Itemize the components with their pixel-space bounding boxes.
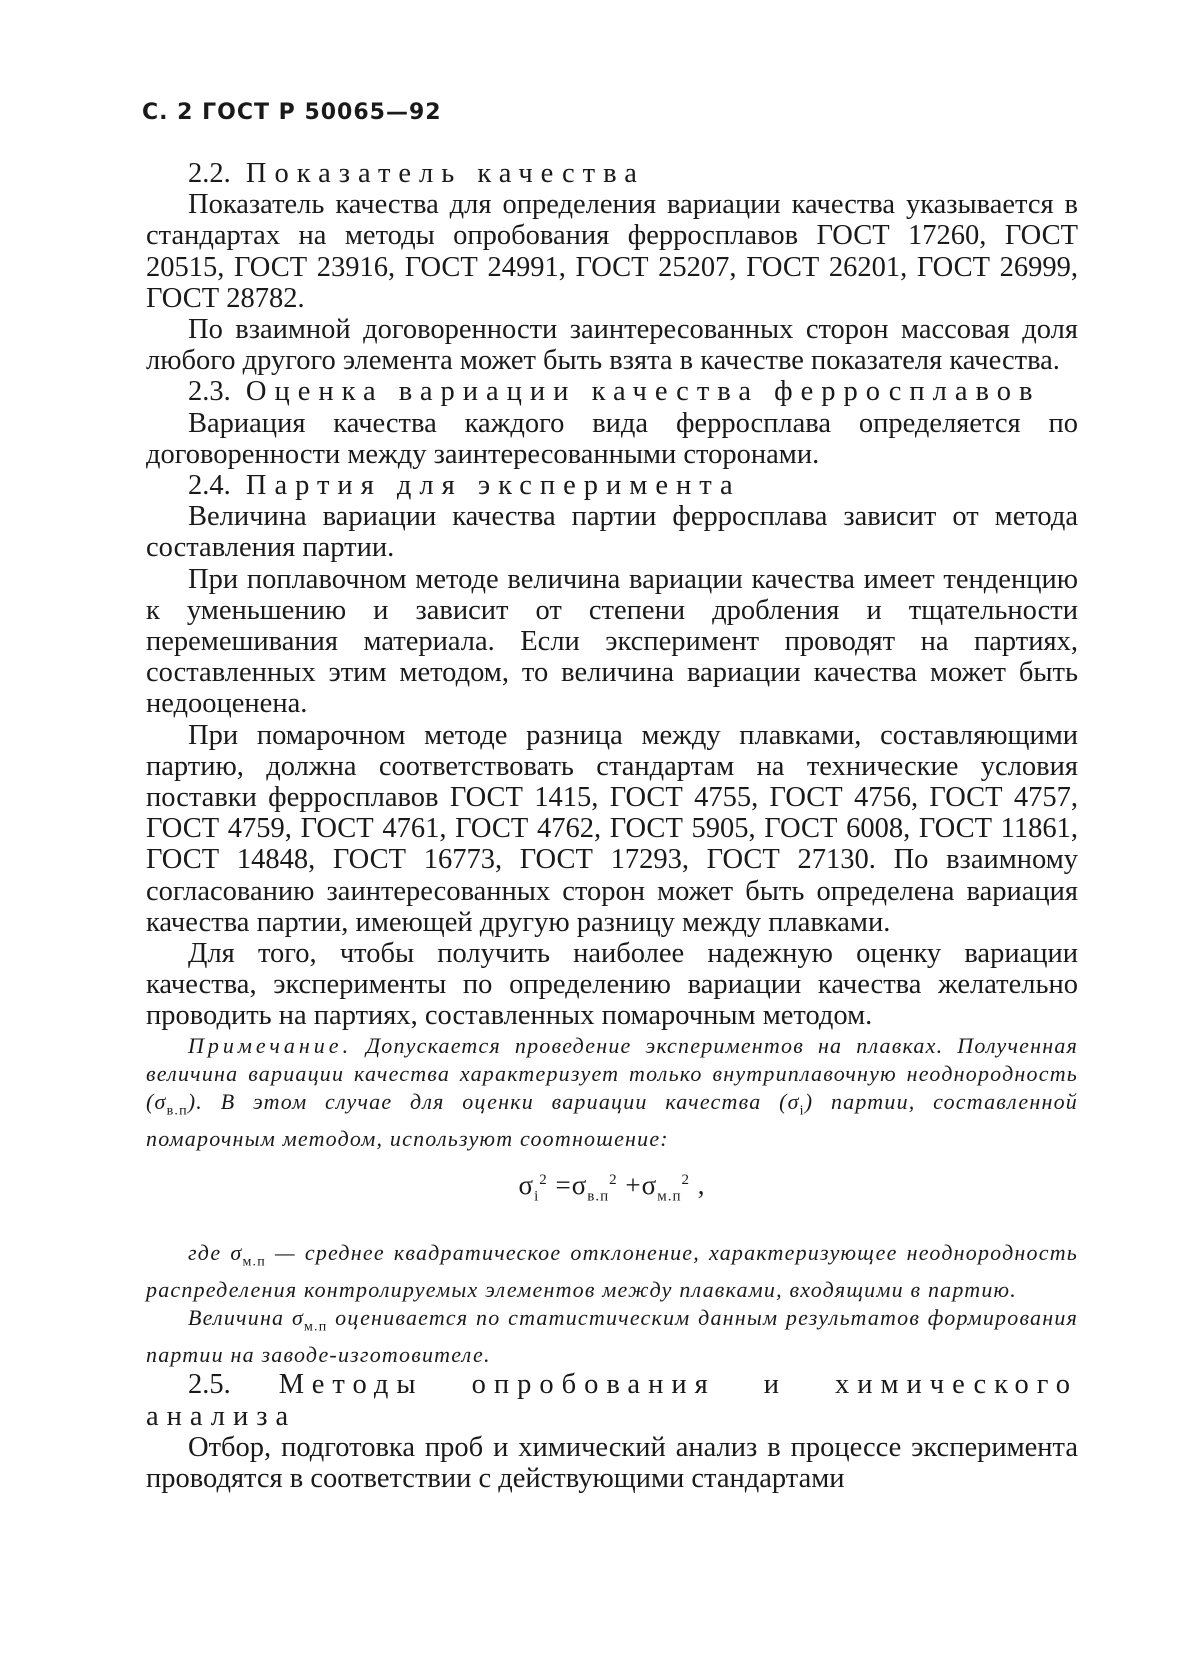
formula-punctuation: , <box>689 1170 706 1201</box>
section-number: 2.4. <box>188 470 231 502</box>
formula-operator: = <box>547 1170 572 1201</box>
formula-symbol: σ <box>518 1170 535 1201</box>
section-number: 2.3. <box>188 376 231 408</box>
formula-subscript: в.п <box>587 1188 610 1205</box>
section-number: 2.2. <box>188 158 231 189</box>
formula-symbol: σ <box>641 1170 658 1201</box>
paragraph: При поплавочном методе величина вариации качества имеет тенденцию к уменьшению и зависит от степени дробления и тщательности перемешивания материала. Если эксперимент проводят на партиях, составленных этим методом, то величина вариации качества может быть недооценена. <box>146 563 1078 720</box>
variance-formula <box>146 1165 1078 1213</box>
section-2-4-heading <box>146 470 1078 501</box>
paragraph: По взаимной договоренности заинтересованных сторон массовая доля любого другого элемента может быть взята в качестве показателя качества. <box>146 314 1078 377</box>
note-text: Допускается проведение экспериментов на плавках. Полученная величина вариации качества характеризует только внутриплавочную неоднородность (σ <box>146 1032 1078 1114</box>
section-2-2-heading <box>146 158 1078 189</box>
note-text: Величина σ <box>188 1305 304 1331</box>
note-paragraph <box>146 1032 1078 1153</box>
paragraph: Показатель качества для определения вариации качества указывается в стандартах на методы опробования ферросплавов ГОСТ 17260, ГОСТ 20515, ГОСТ 23916, ГОСТ 24991, ГОСТ 25207, ГОСТ 26201, ГОСТ 26999, ГОСТ 28782. <box>146 189 1078 314</box>
section-number: 2.5. <box>188 1369 231 1401</box>
paragraph: Вариация качества каждого вида ферросплава определяется по договоренности между заинтересованными сторонами. <box>146 407 1078 470</box>
section-2-5-heading <box>146 1369 1078 1431</box>
section-title: Партия для эксперимента <box>245 470 741 502</box>
formula-power: 2 <box>539 1172 548 1189</box>
subscript: м.п <box>242 1254 266 1270</box>
subscript: в.п <box>166 1103 188 1119</box>
note-definition <box>146 1239 1078 1304</box>
formula-power: 2 <box>681 1172 690 1189</box>
paragraph: При помарочном методе разница между плавками, составляющими партию, должна соответствовать стандартам на технические условия поставки ферросплавов ГОСТ 1415, ГОСТ 4755, ГОСТ 4756, ГОСТ 4757, ГОСТ 4759, ГОСТ 4761, ГОСТ 4762, ГОСТ 5905, ГОСТ 6008, ГОСТ 11861, ГОСТ 14848, ГОСТ 16773, ГОСТ 17293, ГОСТ 27130. По взаимному согласованию заинтересованных сторон может быть определена вариация качества партии, имеющей другую разницу между плавками. <box>146 719 1078 938</box>
section-title: Показатель качества <box>245 158 645 189</box>
section-title: Методы опробования и химического анализа <box>146 1369 1078 1432</box>
section-title: Оценка вариации качества ферросплавов <box>245 376 1041 408</box>
paragraph: Отбор, подготовка проб и химический анализ в процессе эксперимента проводятся в соответствии с действующими стандартами <box>146 1431 1078 1495</box>
formula-power: 2 <box>609 1172 618 1189</box>
note-text: ). В этом случае для оценки вариации качества (σ <box>187 1088 800 1114</box>
subscript: м.п <box>304 1319 328 1335</box>
note-text: — среднее квадратическое отклонение, характеризующее неоднородность распределения контролируемых элементов между плавками, входящими в партию. <box>146 1239 1078 1303</box>
note-text: оценивается по статистическим данным результатов формирования партии на заводе-изготовителе. <box>146 1305 1078 1368</box>
formula-symbol: σ <box>571 1170 588 1201</box>
paragraph: Величина вариации качества партии ферросплава зависит от метода составления партии. <box>146 501 1078 564</box>
note-text: ) партии, составленной помарочным методом, используют соотношение: <box>146 1088 1078 1152</box>
note-label: Примечание. <box>188 1032 353 1058</box>
formula-subscript: i <box>534 1188 540 1205</box>
page-header: С. 2 ГОСТ Р 50065—92 <box>142 100 442 125</box>
note-estimation <box>146 1304 1078 1369</box>
note-text: где σ <box>188 1239 243 1265</box>
document-body <box>146 158 1078 1494</box>
formula-subscript: м.п <box>657 1188 682 1205</box>
paragraph: Для того, чтобы получить наиболее надежную оценку вариации качества, эксперименты по определению вариации качества желательно проводить на партиях, составленных помарочным методом. <box>146 938 1078 1032</box>
formula-operator: + <box>617 1170 642 1201</box>
section-2-3-heading <box>146 376 1078 407</box>
subscript: i <box>799 1103 805 1119</box>
